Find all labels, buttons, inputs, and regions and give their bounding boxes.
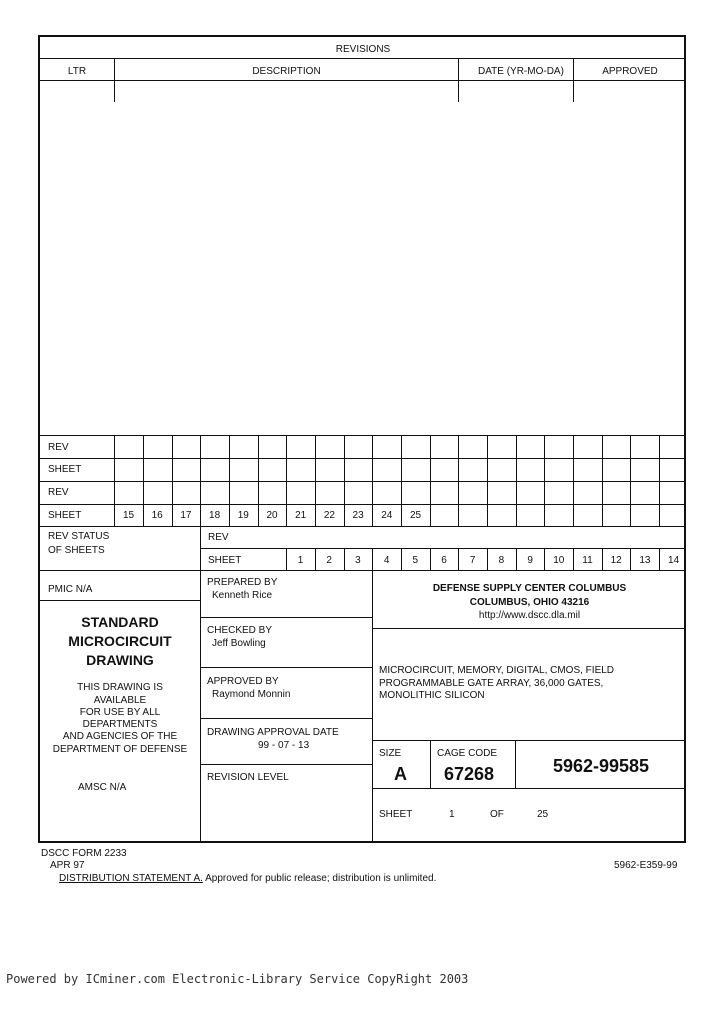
upper-sheet-number: 23	[352, 510, 364, 521]
grid-column-line	[487, 435, 488, 526]
prepared-name: Kenneth Rice	[212, 590, 273, 601]
std-line1: STANDARD	[81, 614, 159, 630]
desc-line3: MONOLITHIC SILICON	[379, 690, 485, 701]
lower-sheet-number: 3	[355, 555, 361, 566]
upper-sheet-number: 25	[409, 510, 422, 521]
upper-sheet-number: 24	[381, 510, 393, 521]
col-approved: APPROVED	[602, 66, 658, 77]
approval-date: 99 - 07 - 13	[258, 740, 310, 751]
col-description: DESCRIPTION	[252, 66, 321, 77]
lower-sheet-number: 10	[553, 555, 565, 566]
avail-line: DEPARTMENTS	[82, 719, 158, 730]
lower-rev-label: REV	[208, 532, 229, 543]
checked-name: Jeff Bowling	[212, 638, 266, 649]
sheet-value: 1	[449, 809, 455, 820]
desc-line1: MICROCIRCUIT, MEMORY, DIGITAL, CMOS, FIELD	[379, 665, 615, 676]
distribution-statement	[59, 873, 436, 885]
upper-sheet-number: 15	[122, 510, 135, 521]
grid-column-line	[630, 435, 631, 526]
avail-line: DEPARTMENT OF DEFENSE	[52, 744, 188, 755]
grid-column-line	[602, 435, 603, 526]
cage-label: CAGE CODE	[437, 748, 498, 759]
upper-sheet-number: 20	[266, 510, 278, 521]
of-label: OF	[490, 809, 504, 820]
lower-sheet-number: 7	[469, 555, 476, 566]
lower-sheet-number: 9	[527, 555, 533, 566]
grid-column-line	[458, 435, 459, 526]
upper-sheet-number: 18	[209, 510, 221, 521]
avail-line: THIS DRAWING IS	[77, 682, 163, 693]
lower-sheet-number: 14	[668, 555, 680, 566]
avail-line: FOR USE BY ALL	[79, 707, 161, 718]
lower-sheet-number: 11	[582, 555, 593, 566]
rev-status-line1: REV STATUS	[48, 531, 110, 542]
distribution-text: Approved for public release; distribution is unlimited.	[202, 873, 437, 884]
lower-sheet-number: 4	[383, 555, 390, 566]
size-label: SIZE	[379, 748, 402, 759]
checked-label: CHECKED BY	[207, 625, 273, 636]
avail-line: AND AGENCIES OF THE	[62, 731, 178, 742]
approved-label: APPROVED BY	[207, 676, 279, 687]
dscc-url[interactable]: http://www.dscc.dla.mil	[478, 610, 581, 621]
of-value: 25	[537, 809, 549, 820]
lower-sheet-number: 6	[441, 555, 447, 566]
upper-sheet-number: 22	[323, 510, 335, 521]
form-number: DSCC FORM 2233	[41, 848, 127, 859]
std-line3: DRAWING	[86, 652, 154, 668]
dscc-line1: DEFENSE SUPPLY CENTER COLUMBUS	[432, 583, 627, 594]
grid-rev-label-1: REV	[48, 442, 69, 453]
grid-sheet-label-1: SHEET	[48, 464, 82, 475]
lower-sheet-number: 8	[498, 555, 505, 566]
desc-line2: PROGRAMMABLE GATE ARRAY, 36,000 GATES,	[379, 678, 604, 689]
grid-column-line	[659, 435, 660, 526]
grid-column-line	[573, 435, 574, 526]
approved-name: Raymond Monnin	[212, 689, 291, 700]
powered-by: Powered by ICminer.com Electronic-Library Service CopyRight 2003	[6, 972, 469, 986]
avail-line: AVAILABLE	[93, 695, 147, 706]
revision-level-label: REVISION LEVEL	[207, 772, 289, 783]
lower-sheet-number: 2	[326, 555, 332, 566]
size-value: A	[394, 764, 407, 784]
grid-column-line	[430, 435, 431, 526]
grid-rev-label-2: REV	[48, 487, 69, 498]
col-ltr: LTR	[67, 66, 87, 77]
prepared-label: PREPARED BY	[207, 577, 278, 588]
grid-column-line	[544, 435, 545, 526]
lower-sheet-label: SHEET	[208, 555, 242, 566]
grid-sheet-label-2: SHEET	[48, 510, 82, 521]
sheet-label: SHEET	[379, 809, 413, 820]
pmic: PMIC N/A	[48, 584, 93, 595]
std-line2: MICROCIRCUIT	[68, 633, 172, 649]
col-date: DATE (YR-MO-DA)	[478, 66, 564, 77]
amsc: AMSC N/A	[78, 782, 127, 793]
rev-status-line2: OF SHEETS	[48, 545, 105, 556]
lower-sheet-number: 12	[610, 555, 622, 566]
upper-sheet-number: 16	[151, 510, 163, 521]
cage-value: 67268	[444, 764, 495, 784]
lower-sheet-number: 1	[297, 555, 304, 566]
footer-code: 5962-E359-99	[614, 860, 678, 871]
doc-number: 5962-99585	[552, 756, 650, 776]
upper-sheet-number: 19	[237, 510, 249, 521]
upper-sheet-number: 21	[295, 510, 307, 521]
grid-column-line	[516, 435, 517, 526]
revisions-title: REVISIONS	[335, 44, 391, 55]
approval-date-label: DRAWING APPROVAL DATE	[207, 727, 339, 738]
lower-sheet-number: 13	[639, 555, 651, 566]
distribution-label: DISTRIBUTION STATEMENT A.	[59, 873, 203, 884]
lower-sheet-number: 5	[412, 555, 419, 566]
upper-sheet-number: 17	[180, 510, 192, 521]
dscc-line2: COLUMBUS, OHIO 43216	[469, 597, 590, 608]
form-date: APR 97	[50, 860, 85, 871]
